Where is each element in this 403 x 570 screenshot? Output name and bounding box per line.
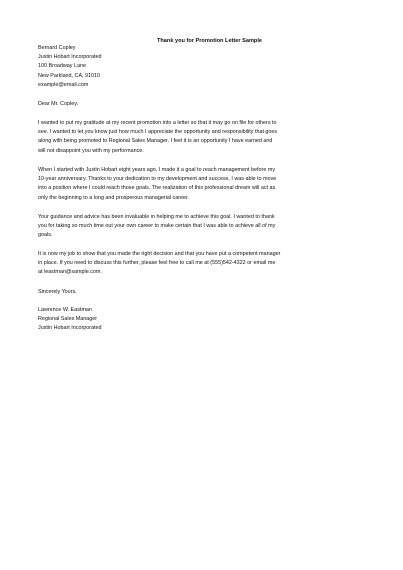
paragraph-line: When I started with Justin Hobart eight years ago, I made it a goal to reach management before my [38, 167, 276, 173]
paragraph-line: Your guidance and advice has been invaluable in helping me to achieve this goal. I wanted to thank [38, 214, 275, 220]
paragraph-line: goals. [38, 232, 53, 239]
signature-name: Lawrence W. Eastman [38, 307, 92, 313]
paragraph-line: along with being promoted to Regional Sales Manager. I feel it is an opportunity I have earned and [38, 138, 273, 145]
paragraph-line: at leastman@sample.com. [38, 269, 102, 276]
sender-address [38, 44, 370, 90]
sender-company: Justin Hobart Incorporated [38, 54, 102, 61]
paragraph-line: I wanted to put my gratitude at my recent promotion into a letter so that it may go on file for others to [38, 120, 277, 126]
paragraph-line: 10-year anniversary. Thanks to your dedication to my development and success, I was able to move [38, 176, 277, 183]
sender-city: New Parkland, CA, 91010 [38, 72, 101, 79]
paragraph-line: you for taking so much time out your own career to make certain that I was able to achieve all of my [38, 223, 276, 230]
paragraph-line: It is now my job to show that you made the right decision and that you have put a competent manager [38, 251, 281, 257]
paragraph-2 [38, 166, 370, 203]
paragraph-3 [38, 213, 370, 241]
paragraph-line: in place. If you need to discuss this further, please feel free to call me at (555)542-4322 or email me [38, 260, 276, 267]
paragraph-1 [38, 119, 370, 156]
signature-role: Regional Sales Manager [38, 316, 98, 323]
letter-title: Thank you for Promotion Letter Sample [156, 38, 263, 44]
paragraph-line: will not disappoint you with my performance. [38, 147, 144, 154]
signature-company: Justin Hobart Incorporated [38, 325, 102, 332]
closing: Sincerely Yours, [38, 289, 77, 295]
paragraph-line: into a position where I could reach those goals. The realization of this professional dream will act as [38, 185, 276, 192]
sender-street: 100 Broadway Lane [38, 63, 86, 70]
sender-email: example@email.com [38, 81, 89, 88]
paragraph-line: see. I wanted to let you know just how much I appreciate the opportunity and responsibility that goes [38, 129, 278, 136]
salutation: Dear Mr. Copley, [38, 101, 79, 107]
paragraph-4 [38, 250, 370, 278]
sender-name: Bernard Copley [38, 45, 76, 51]
paragraph-line: only the beginning to a long and prosperous managerial career. [38, 194, 190, 201]
signature-block [38, 306, 370, 334]
